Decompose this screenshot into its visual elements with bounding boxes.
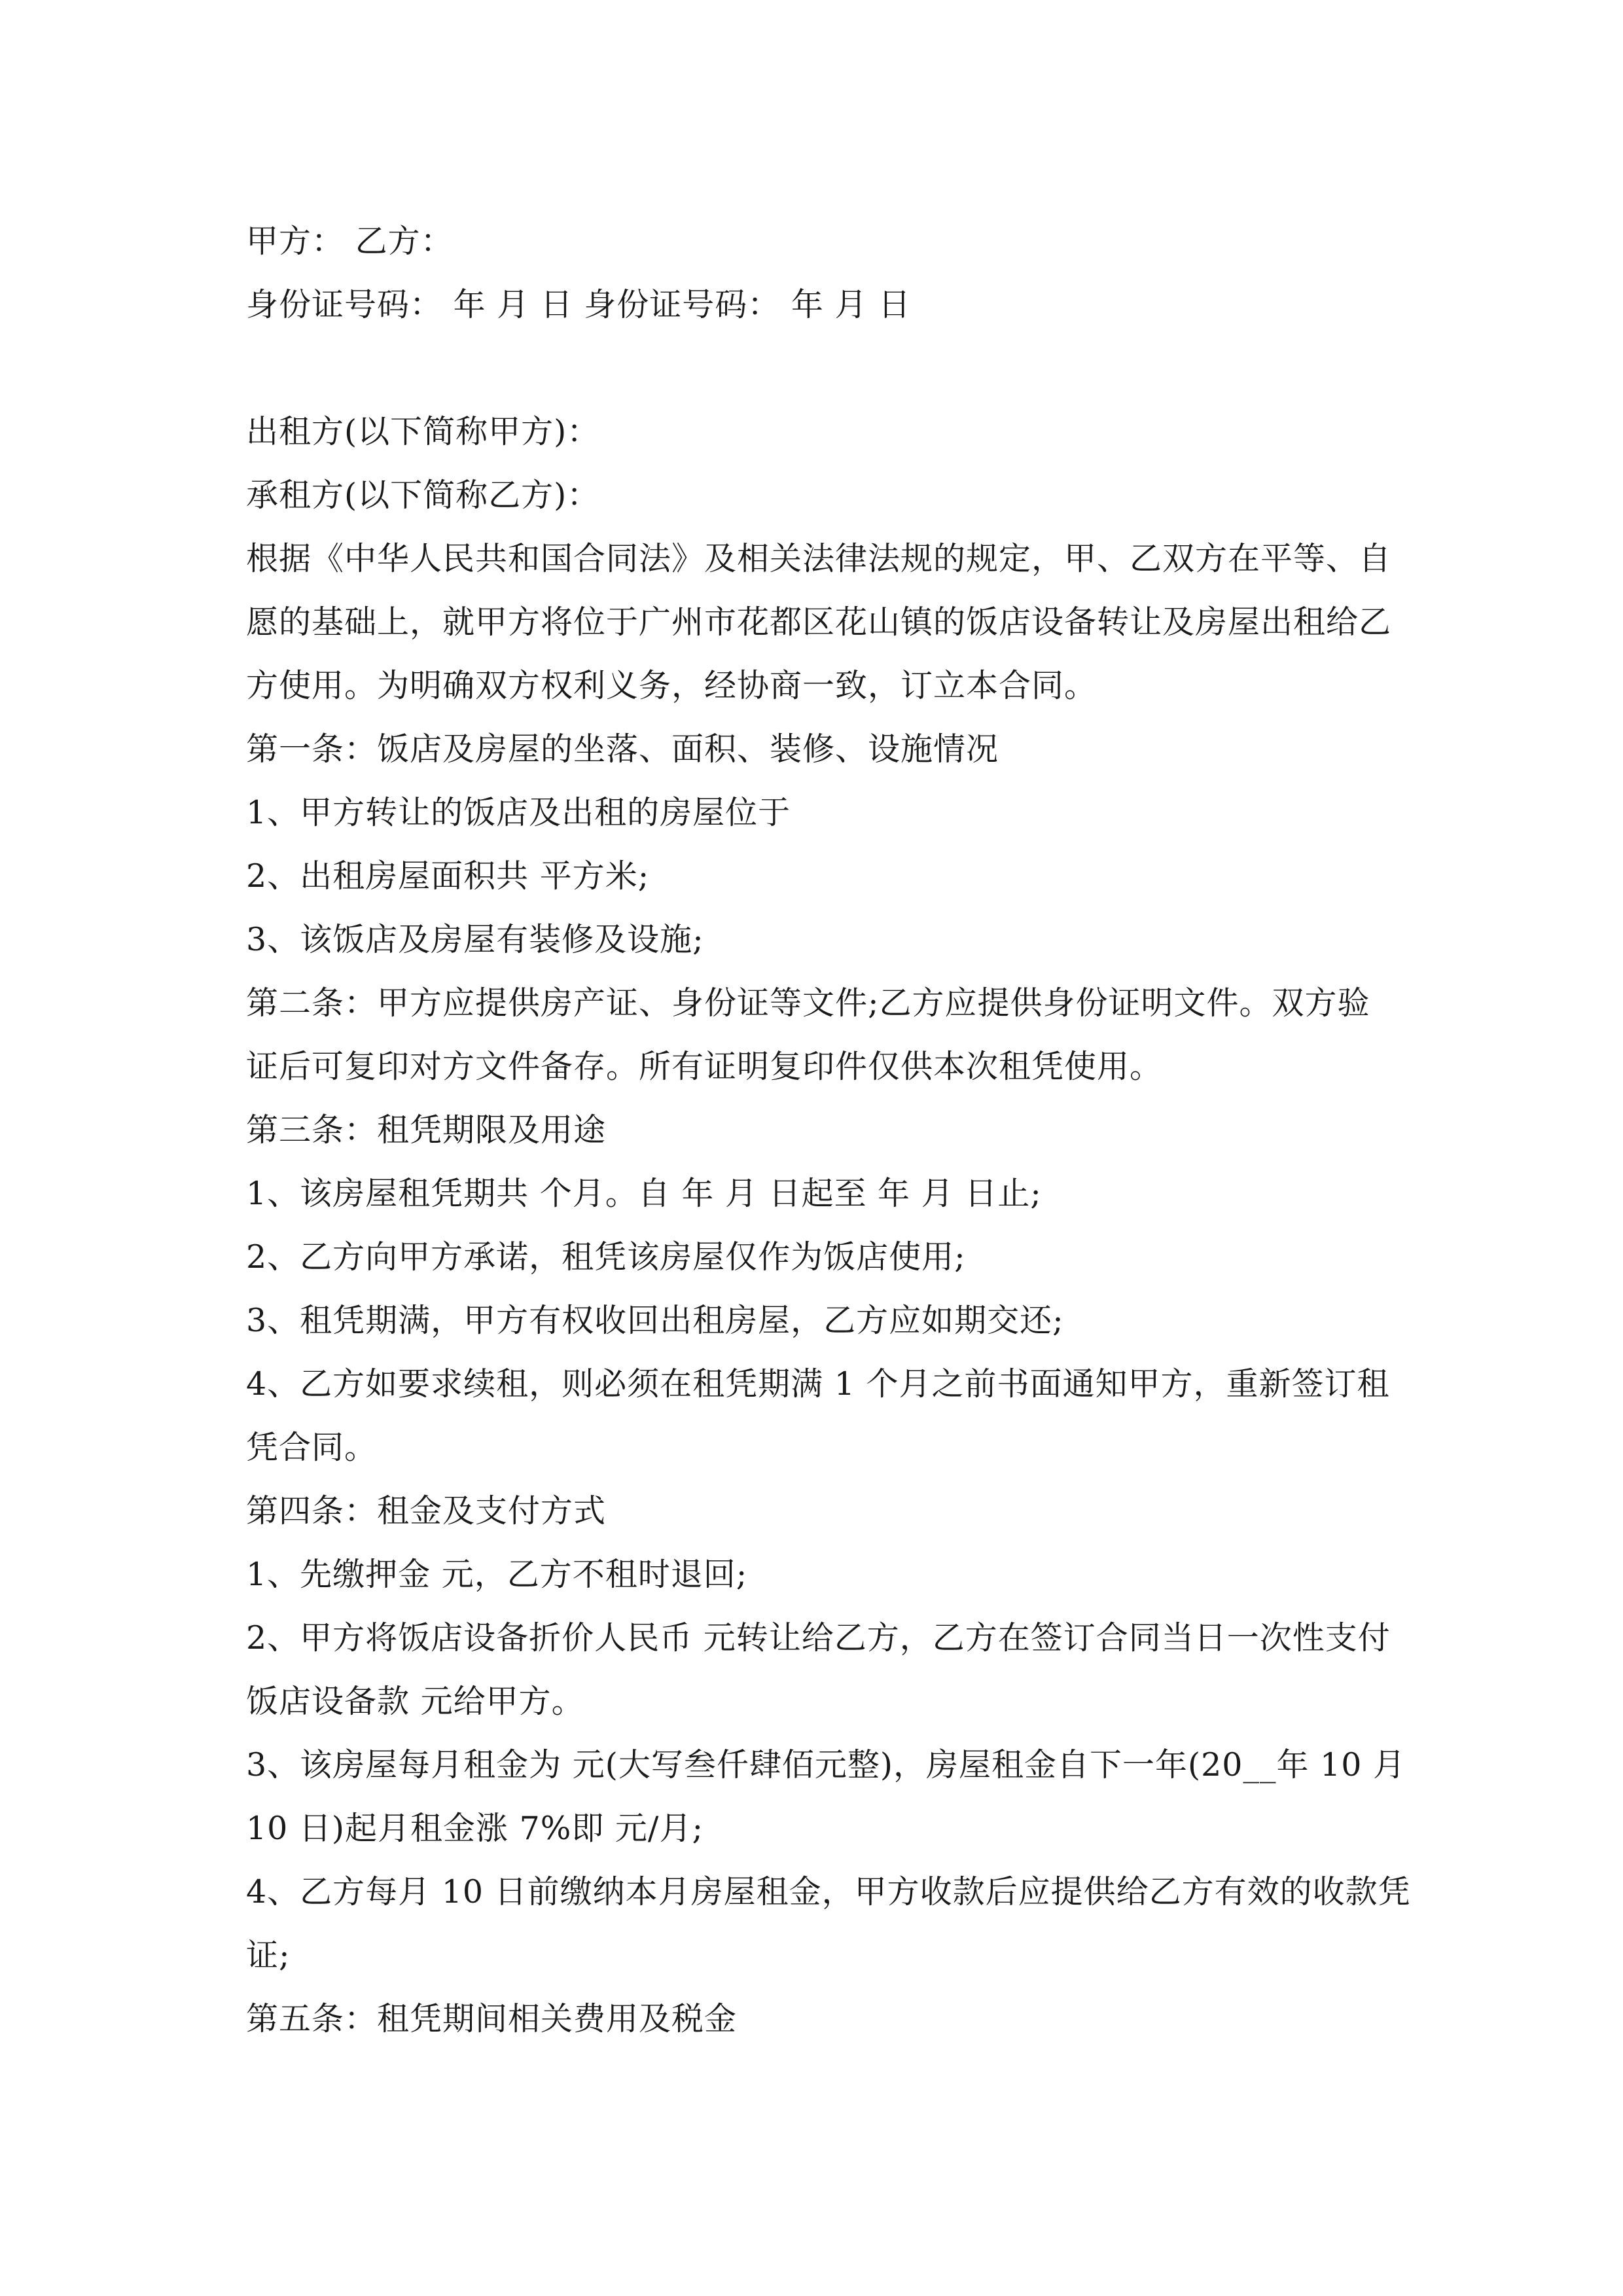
article-2-line-2: 证后可复印对方文件备存。所有证明复印件仅供本次租凭使用。 bbox=[246, 1048, 1163, 1085]
article-4-item-4-line-2: 证; bbox=[246, 1937, 291, 1974]
article-3-heading: 第三条：租凭期限及用途 bbox=[246, 1111, 607, 1149]
article-1-heading: 第一条：饭店及房屋的坐落、面积、装修、设施情况 bbox=[246, 730, 999, 768]
article-4-item-4-line-1: 4、乙方每月 10 日前缴纳本月房屋租金，甲方收款后应提供给乙方有效的收款凭 bbox=[246, 1873, 1411, 1910]
article-1-item-3: 3、该饭店及房屋有装修及设施; bbox=[246, 921, 704, 958]
article-3-item-1: 1、该房屋租凭期共 个月。自 年 月 日起至 年 月 日止; bbox=[246, 1175, 1042, 1212]
preamble-line-2: 愿的基础上，就甲方将位于广州市花都区花山镇的饭店设备转让及房屋出租给乙 bbox=[246, 603, 1392, 641]
article-3-item-3: 3、租凭期满，甲方有权收回出租房屋，乙方应如期交还; bbox=[246, 1302, 1064, 1339]
article-4-item-2-line-2: 饭店设备款 元给甲方。 bbox=[246, 1683, 584, 1720]
lessee-line: 承租方(以下简称乙方)： bbox=[246, 476, 600, 514]
preamble-line-1: 根据《中华人民共和国合同法》及相关法律法规的规定，甲、乙双方在平等、自 bbox=[246, 540, 1392, 577]
lessor-line: 出租方(以下简称甲方)： bbox=[246, 413, 600, 450]
blank-line bbox=[246, 336, 1385, 400]
preamble-line-3: 方使用。为明确双方权利义务，经协商一致，订立本合同。 bbox=[246, 667, 1097, 704]
article-3-item-4-line-1: 4、乙方如要求续租，则必须在租凭期满 1 个月之前书面通知甲方，重新签订租 bbox=[246, 1365, 1390, 1403]
article-1-item-1: 1、甲方转让的饭店及出租的房屋位于 bbox=[246, 794, 791, 831]
article-4-heading: 第四条：租金及支付方式 bbox=[246, 1492, 607, 1530]
contract-body bbox=[246, 209, 1411, 2051]
article-4-item-3-line-2: 10 日)起月租金涨 7%即 元/月; bbox=[246, 1810, 704, 1847]
article-4-item-3-line-1: 3、该房屋每月租金为 元(大写叁仟肆佰元整)，房屋租金自下一年(20__年 10 月 bbox=[246, 1746, 1406, 1784]
article-2-line-1: 第二条：甲方应提供房产证、身份证等文件;乙方应提供身份证明文件。双方验 bbox=[246, 984, 1370, 1022]
id-number-line: 身份证号码： 年 月 日 身份证号码： 年 月 日 bbox=[246, 286, 912, 323]
article-4-item-1: 1、先缴押金 元，乙方不租时退回; bbox=[246, 1556, 748, 1593]
article-1-item-2: 2、出租房屋面积共 平方米; bbox=[246, 857, 650, 895]
article-5-heading: 第五条：租凭期间相关费用及税金 bbox=[246, 2000, 738, 2037]
article-3-item-4-line-2: 凭合同。 bbox=[246, 1429, 378, 1466]
article-3-item-2: 2、乙方向甲方承诺，租凭该房屋仅作为饭店使用; bbox=[246, 1238, 966, 1276]
article-4-item-2-line-1: 2、甲方将饭店设备折价人民币 元转让给乙方，乙方在签订合同当日一次性支付 bbox=[246, 1619, 1391, 1657]
party-names-line: 甲方： 乙方： bbox=[246, 223, 454, 260]
